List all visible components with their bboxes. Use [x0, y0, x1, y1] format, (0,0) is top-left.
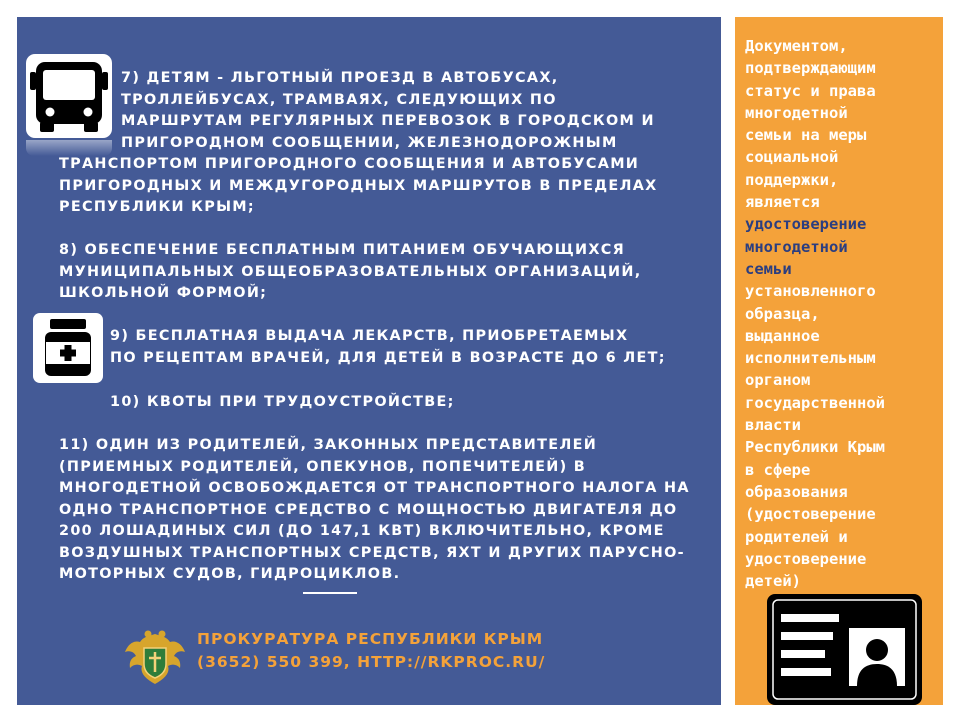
item11-line4: ОДНО ТРАНСПОРТНОЕ СРЕДСТВО С МОЩНОСТЬЮ ДВИГАТЕЛЯ ДО — [59, 501, 678, 518]
side-line: поддержки, — [745, 170, 839, 189]
side-line: социальной — [745, 148, 839, 167]
side-line: удостоверение — [745, 549, 867, 568]
item11-line7: МОТОРНЫХ СУДОВ, ГИДРОЦИКЛОВ. — [59, 566, 401, 582]
side-line: органом — [745, 371, 811, 390]
side-highlight: многодетной — [745, 237, 848, 256]
side-highlight: семьи — [745, 259, 792, 278]
side-line: государственной — [745, 393, 885, 412]
side-line: выданное — [745, 326, 820, 345]
item8-line3: ШКОЛЬНОЙ ФОРМОЙ; — [59, 285, 268, 301]
side-line: исполнительным — [745, 349, 876, 368]
medicine-bottle-icon — [33, 313, 103, 385]
item11-line1: 11) ОДИН ИЗ РОДИТЕЛЕЙ, ЗАКОННЫХ ПРЕДСТАВИТЕЛЕЙ — [59, 437, 598, 453]
item9-line2: ПО РЕЦЕПТАМ ВРАЧЕЙ, ДЛЯ ДЕТЕЙ В ВОЗРАСТЕ ДО 6 ЛЕТ; — [110, 349, 666, 366]
bus-icon — [26, 54, 112, 142]
side-line: подтверждающим — [745, 59, 876, 78]
item11-line5: 200 ЛОШАДИНЫХ СИЛ (ДО 147,1 КВТ) ВКЛЮЧИТЕЛЬНО, КРОМЕ — [59, 523, 665, 539]
side-highlight: удостоверение — [745, 215, 867, 234]
item7-line6: ПРИГОРОДНЫХ И МЕЖДУГОРОДНЫХ МАРШРУТОВ В ПРЕДЕЛАХ — [59, 177, 658, 194]
side-line: образования — [745, 482, 848, 501]
side-line: власти — [745, 416, 801, 435]
item8-line2: МУНИЦИПАЛЬНЫХ ОБЩЕОБРАЗОВАТЕЛЬНЫХ ОРГАНИЗАЦИЙ, — [59, 263, 642, 280]
emblem-icon — [122, 628, 188, 692]
item7-line3: МАРШРУТАМ РЕГУЛЯРНЫХ ПЕРЕВОЗОК В ГОРОДСКОМ И — [121, 113, 655, 129]
item10-line1: 10) КВОТЫ ПРИ ТРУДОУСТРОЙСТВЕ; — [110, 394, 455, 410]
side-line: в сфере — [745, 460, 811, 479]
footer-contact[interactable]: (3652) 550 399, HTTP://RKPROC.RU/ — [197, 653, 546, 671]
side-line: родителей и — [745, 527, 848, 546]
side-line: статус и права — [745, 81, 876, 100]
side-line: семьи на меры — [745, 126, 867, 145]
side-line: (удостоверение — [745, 505, 876, 524]
side-line: образца, — [745, 304, 820, 323]
footer-org: ПРОКУРАТУРА РЕСПУБЛИКИ КРЫМ — [197, 630, 544, 648]
separator — [303, 592, 357, 594]
item9-line1: 9) БЕСПЛАТНАЯ ВЫДАЧА ЛЕКАРСТВ, ПРИОБРЕТАЕМЫХ — [110, 328, 629, 344]
item8-line1: 8) ОБЕСПЕЧЕНИЕ БЕСПЛАТНЫМ ПИТАНИЕМ ОБУЧАЮЩИХСЯ — [59, 242, 625, 258]
side-line: установленного — [745, 282, 876, 301]
item7-line7: РЕСПУБЛИКИ КРЫМ; — [59, 199, 255, 215]
item11-line6: ВОЗДУШНЫХ ТРАНСПОРТНЫХ СРЕДСТВ, ЯХТ И ДРУГИХ ПАРУСНО- — [59, 544, 685, 561]
side-line: Республики Крым — [745, 438, 885, 457]
item7-line5: ТРАНСПОРТОМ ПРИГОРОДНОГО СООБЩЕНИЯ И АВТОБУСАМИ — [59, 156, 640, 172]
item7-line2: ТРОЛЛЕЙБУСАХ, ТРАМВАЯХ, СЛЕДУЮЩИХ ПО — [121, 91, 557, 108]
side-line: многодетной — [745, 103, 848, 122]
item7-line4: ПРИГОРОДНОМ СООБЩЕНИИ, ЖЕЛЕЗНОДОРОЖНЫМ — [121, 134, 618, 151]
item11-line3: МНОГОДЕТНОЙ ОСВОБОЖДАЕТСЯ ОТ ТРАНСПОРТНОГО НАЛОГА НА — [59, 480, 690, 496]
item7-line1: 7) ДЕТЯМ - ЛЬГОТНЫЙ ПРОЕЗД В АВТОБУСАХ, — [121, 70, 559, 86]
side-line: детей) — [745, 572, 801, 591]
side-line: Документом, — [745, 37, 848, 55]
item11-line2: (ПРИЕМНЫХ РОДИТЕЛЕЙ, ОПЕКУНОВ, ПОПЕЧИТЕЛЕЙ) В — [59, 458, 587, 475]
id-card-icon — [767, 594, 922, 705]
side-text — [745, 35, 885, 592]
side-line: является — [745, 193, 820, 212]
